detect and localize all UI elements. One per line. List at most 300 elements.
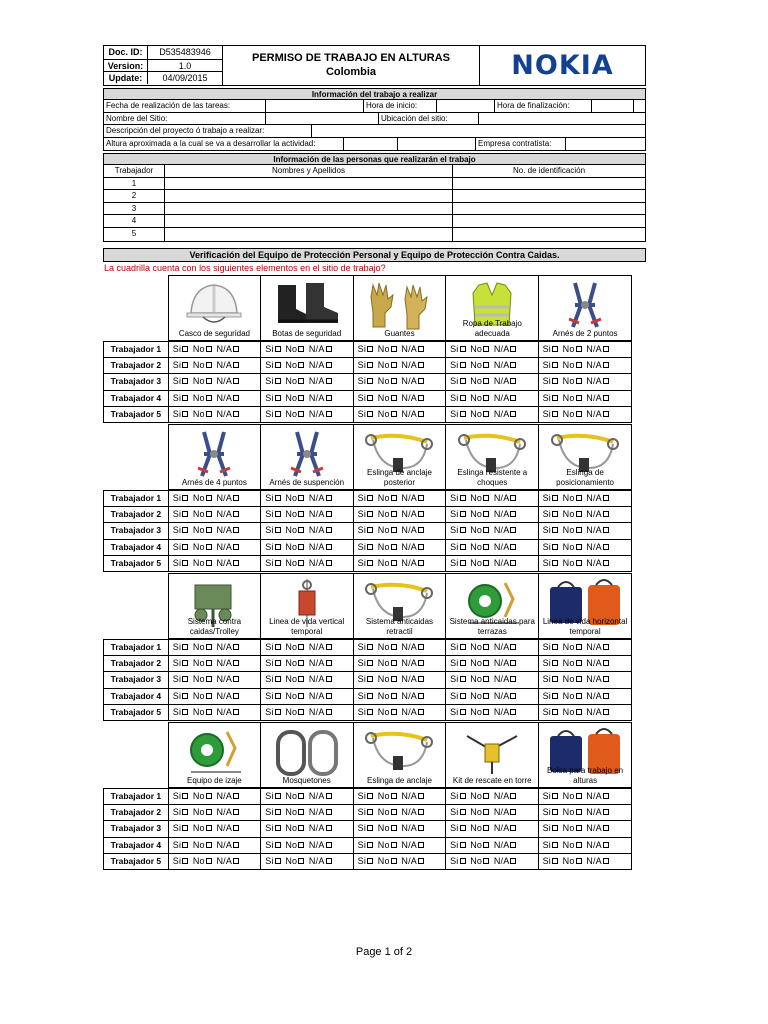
na-checkbox[interactable] (326, 858, 332, 864)
no-checkbox[interactable] (576, 676, 582, 682)
na-checkbox[interactable] (510, 793, 516, 799)
si-checkbox[interactable] (182, 544, 188, 550)
si-checkbox[interactable] (552, 560, 558, 566)
si-checkbox[interactable] (182, 346, 188, 352)
no-checkbox[interactable] (391, 709, 397, 715)
si-checkbox[interactable] (182, 660, 188, 666)
no-checkbox[interactable] (483, 395, 489, 401)
no-checkbox[interactable] (483, 709, 489, 715)
no-checkbox[interactable] (298, 676, 304, 682)
na-checkbox[interactable] (418, 709, 424, 715)
no-checkbox[interactable] (391, 346, 397, 352)
si-checkbox[interactable] (367, 676, 373, 682)
si-checkbox[interactable] (367, 346, 373, 352)
no-checkbox[interactable] (298, 378, 304, 384)
no-checkbox[interactable] (576, 793, 582, 799)
na-checkbox[interactable] (510, 709, 516, 715)
si-checkbox[interactable] (182, 511, 188, 517)
na-checkbox[interactable] (326, 544, 332, 550)
no-checkbox[interactable] (206, 395, 212, 401)
id-field[interactable] (453, 203, 645, 215)
na-checkbox[interactable] (418, 362, 424, 368)
no-checkbox[interactable] (483, 511, 489, 517)
na-checkbox[interactable] (418, 527, 424, 533)
no-checkbox[interactable] (576, 411, 582, 417)
no-checkbox[interactable] (206, 693, 212, 699)
no-checkbox[interactable] (298, 362, 304, 368)
no-checkbox[interactable] (483, 842, 489, 848)
na-checkbox[interactable] (233, 527, 239, 533)
na-checkbox[interactable] (233, 693, 239, 699)
si-checkbox[interactable] (552, 395, 558, 401)
si-checkbox[interactable] (460, 560, 466, 566)
site-location-field[interactable] (479, 113, 645, 125)
no-checkbox[interactable] (206, 858, 212, 864)
na-checkbox[interactable] (233, 395, 239, 401)
no-checkbox[interactable] (206, 411, 212, 417)
no-checkbox[interactable] (298, 346, 304, 352)
no-checkbox[interactable] (483, 825, 489, 831)
no-checkbox[interactable] (206, 527, 212, 533)
si-checkbox[interactable] (367, 709, 373, 715)
si-checkbox[interactable] (460, 527, 466, 533)
si-checkbox[interactable] (182, 495, 188, 501)
no-checkbox[interactable] (298, 858, 304, 864)
si-checkbox[interactable] (275, 560, 281, 566)
no-checkbox[interactable] (206, 676, 212, 682)
si-checkbox[interactable] (460, 644, 466, 650)
na-checkbox[interactable] (326, 411, 332, 417)
si-checkbox[interactable] (552, 495, 558, 501)
no-checkbox[interactable] (298, 560, 304, 566)
no-checkbox[interactable] (206, 825, 212, 831)
no-checkbox[interactable] (483, 560, 489, 566)
no-checkbox[interactable] (206, 544, 212, 550)
si-checkbox[interactable] (275, 660, 281, 666)
si-checkbox[interactable] (367, 858, 373, 864)
no-checkbox[interactable] (483, 793, 489, 799)
na-checkbox[interactable] (418, 660, 424, 666)
na-checkbox[interactable] (510, 809, 516, 815)
na-checkbox[interactable] (418, 495, 424, 501)
no-checkbox[interactable] (576, 709, 582, 715)
no-checkbox[interactable] (391, 858, 397, 864)
na-checkbox[interactable] (326, 676, 332, 682)
na-checkbox[interactable] (326, 362, 332, 368)
na-checkbox[interactable] (233, 560, 239, 566)
si-checkbox[interactable] (460, 495, 466, 501)
si-checkbox[interactable] (367, 842, 373, 848)
na-checkbox[interactable] (418, 793, 424, 799)
na-checkbox[interactable] (233, 346, 239, 352)
si-checkbox[interactable] (275, 346, 281, 352)
si-checkbox[interactable] (182, 644, 188, 650)
no-checkbox[interactable] (391, 676, 397, 682)
si-checkbox[interactable] (460, 858, 466, 864)
si-checkbox[interactable] (367, 660, 373, 666)
id-field[interactable] (453, 190, 645, 202)
no-checkbox[interactable] (576, 495, 582, 501)
no-checkbox[interactable] (391, 544, 397, 550)
na-checkbox[interactable] (233, 544, 239, 550)
no-checkbox[interactable] (206, 809, 212, 815)
no-checkbox[interactable] (298, 709, 304, 715)
no-checkbox[interactable] (576, 362, 582, 368)
no-checkbox[interactable] (206, 495, 212, 501)
no-checkbox[interactable] (391, 395, 397, 401)
no-checkbox[interactable] (483, 527, 489, 533)
na-checkbox[interactable] (603, 495, 609, 501)
na-checkbox[interactable] (510, 842, 516, 848)
si-checkbox[interactable] (460, 362, 466, 368)
no-checkbox[interactable] (298, 644, 304, 650)
si-checkbox[interactable] (275, 411, 281, 417)
no-checkbox[interactable] (298, 842, 304, 848)
na-checkbox[interactable] (326, 395, 332, 401)
no-checkbox[interactable] (298, 544, 304, 550)
no-checkbox[interactable] (391, 809, 397, 815)
na-checkbox[interactable] (233, 858, 239, 864)
si-checkbox[interactable] (460, 511, 466, 517)
site-name-field[interactable] (266, 113, 379, 125)
na-checkbox[interactable] (510, 660, 516, 666)
na-checkbox[interactable] (418, 378, 424, 384)
no-checkbox[interactable] (391, 842, 397, 848)
si-checkbox[interactable] (552, 362, 558, 368)
na-checkbox[interactable] (510, 378, 516, 384)
si-checkbox[interactable] (367, 560, 373, 566)
na-checkbox[interactable] (233, 495, 239, 501)
no-checkbox[interactable] (576, 378, 582, 384)
no-checkbox[interactable] (483, 693, 489, 699)
na-checkbox[interactable] (603, 644, 609, 650)
na-checkbox[interactable] (603, 560, 609, 566)
no-checkbox[interactable] (391, 378, 397, 384)
na-checkbox[interactable] (326, 709, 332, 715)
na-checkbox[interactable] (603, 395, 609, 401)
no-checkbox[interactable] (298, 395, 304, 401)
na-checkbox[interactable] (326, 693, 332, 699)
si-checkbox[interactable] (275, 793, 281, 799)
na-checkbox[interactable] (418, 693, 424, 699)
na-checkbox[interactable] (603, 709, 609, 715)
na-checkbox[interactable] (233, 511, 239, 517)
no-checkbox[interactable] (391, 693, 397, 699)
na-checkbox[interactable] (510, 693, 516, 699)
si-checkbox[interactable] (552, 660, 558, 666)
si-checkbox[interactable] (552, 825, 558, 831)
no-checkbox[interactable] (391, 527, 397, 533)
na-checkbox[interactable] (603, 411, 609, 417)
na-checkbox[interactable] (233, 660, 239, 666)
si-checkbox[interactable] (460, 809, 466, 815)
no-checkbox[interactable] (298, 809, 304, 815)
na-checkbox[interactable] (418, 395, 424, 401)
si-checkbox[interactable] (182, 693, 188, 699)
na-checkbox[interactable] (418, 544, 424, 550)
no-checkbox[interactable] (391, 495, 397, 501)
no-checkbox[interactable] (391, 660, 397, 666)
si-checkbox[interactable] (460, 793, 466, 799)
si-checkbox[interactable] (275, 825, 281, 831)
na-checkbox[interactable] (233, 644, 239, 650)
no-checkbox[interactable] (483, 676, 489, 682)
si-checkbox[interactable] (367, 411, 373, 417)
si-checkbox[interactable] (460, 825, 466, 831)
na-checkbox[interactable] (418, 346, 424, 352)
si-checkbox[interactable] (367, 378, 373, 384)
si-checkbox[interactable] (182, 411, 188, 417)
si-checkbox[interactable] (367, 495, 373, 501)
na-checkbox[interactable] (510, 511, 516, 517)
na-checkbox[interactable] (233, 809, 239, 815)
na-checkbox[interactable] (233, 676, 239, 682)
si-checkbox[interactable] (552, 544, 558, 550)
no-checkbox[interactable] (206, 660, 212, 666)
si-checkbox[interactable] (275, 378, 281, 384)
na-checkbox[interactable] (510, 560, 516, 566)
si-checkbox[interactable] (182, 825, 188, 831)
no-checkbox[interactable] (298, 527, 304, 533)
na-checkbox[interactable] (418, 560, 424, 566)
no-checkbox[interactable] (576, 693, 582, 699)
na-checkbox[interactable] (326, 511, 332, 517)
si-checkbox[interactable] (182, 793, 188, 799)
no-checkbox[interactable] (391, 825, 397, 831)
no-checkbox[interactable] (391, 362, 397, 368)
no-checkbox[interactable] (576, 511, 582, 517)
na-checkbox[interactable] (233, 411, 239, 417)
na-checkbox[interactable] (233, 709, 239, 715)
no-checkbox[interactable] (576, 858, 582, 864)
no-checkbox[interactable] (298, 411, 304, 417)
height-field[interactable] (344, 138, 398, 151)
si-checkbox[interactable] (275, 644, 281, 650)
si-checkbox[interactable] (275, 842, 281, 848)
id-field[interactable] (453, 228, 645, 241)
no-checkbox[interactable] (206, 362, 212, 368)
no-checkbox[interactable] (298, 793, 304, 799)
no-checkbox[interactable] (206, 793, 212, 799)
no-checkbox[interactable] (576, 825, 582, 831)
si-checkbox[interactable] (275, 809, 281, 815)
na-checkbox[interactable] (233, 362, 239, 368)
description-field[interactable] (312, 125, 645, 137)
no-checkbox[interactable] (206, 560, 212, 566)
si-checkbox[interactable] (552, 527, 558, 533)
end-time-field[interactable] (592, 100, 634, 112)
si-checkbox[interactable] (182, 676, 188, 682)
si-checkbox[interactable] (552, 411, 558, 417)
na-checkbox[interactable] (418, 411, 424, 417)
si-checkbox[interactable] (275, 395, 281, 401)
no-checkbox[interactable] (298, 660, 304, 666)
no-checkbox[interactable] (391, 511, 397, 517)
na-checkbox[interactable] (510, 346, 516, 352)
na-checkbox[interactable] (510, 411, 516, 417)
no-checkbox[interactable] (576, 346, 582, 352)
date-field[interactable] (266, 100, 364, 112)
si-checkbox[interactable] (552, 378, 558, 384)
na-checkbox[interactable] (603, 527, 609, 533)
no-checkbox[interactable] (483, 809, 489, 815)
no-checkbox[interactable] (483, 362, 489, 368)
na-checkbox[interactable] (510, 495, 516, 501)
na-checkbox[interactable] (326, 560, 332, 566)
no-checkbox[interactable] (483, 378, 489, 384)
no-checkbox[interactable] (576, 527, 582, 533)
na-checkbox[interactable] (603, 660, 609, 666)
no-checkbox[interactable] (206, 511, 212, 517)
si-checkbox[interactable] (552, 346, 558, 352)
si-checkbox[interactable] (275, 362, 281, 368)
na-checkbox[interactable] (603, 346, 609, 352)
na-checkbox[interactable] (326, 809, 332, 815)
si-checkbox[interactable] (460, 346, 466, 352)
si-checkbox[interactable] (552, 709, 558, 715)
na-checkbox[interactable] (510, 676, 516, 682)
na-checkbox[interactable] (233, 825, 239, 831)
na-checkbox[interactable] (603, 544, 609, 550)
na-checkbox[interactable] (510, 362, 516, 368)
no-checkbox[interactable] (576, 842, 582, 848)
name-field[interactable] (165, 203, 453, 215)
no-checkbox[interactable] (576, 560, 582, 566)
si-checkbox[interactable] (460, 709, 466, 715)
na-checkbox[interactable] (326, 346, 332, 352)
no-checkbox[interactable] (206, 709, 212, 715)
si-checkbox[interactable] (367, 809, 373, 815)
si-checkbox[interactable] (367, 793, 373, 799)
na-checkbox[interactable] (603, 825, 609, 831)
contractor-field[interactable] (566, 138, 645, 151)
si-checkbox[interactable] (460, 676, 466, 682)
si-checkbox[interactable] (460, 395, 466, 401)
na-checkbox[interactable] (233, 793, 239, 799)
si-checkbox[interactable] (460, 842, 466, 848)
no-checkbox[interactable] (391, 793, 397, 799)
na-checkbox[interactable] (418, 511, 424, 517)
no-checkbox[interactable] (298, 693, 304, 699)
si-checkbox[interactable] (275, 511, 281, 517)
si-checkbox[interactable] (552, 842, 558, 848)
si-checkbox[interactable] (275, 676, 281, 682)
si-checkbox[interactable] (275, 858, 281, 864)
si-checkbox[interactable] (182, 560, 188, 566)
no-checkbox[interactable] (483, 544, 489, 550)
no-checkbox[interactable] (576, 809, 582, 815)
si-checkbox[interactable] (367, 644, 373, 650)
si-checkbox[interactable] (552, 693, 558, 699)
si-checkbox[interactable] (275, 527, 281, 533)
na-checkbox[interactable] (603, 809, 609, 815)
name-field[interactable] (165, 215, 453, 227)
na-checkbox[interactable] (603, 793, 609, 799)
na-checkbox[interactable] (233, 842, 239, 848)
na-checkbox[interactable] (603, 842, 609, 848)
no-checkbox[interactable] (483, 660, 489, 666)
na-checkbox[interactable] (603, 378, 609, 384)
na-checkbox[interactable] (418, 842, 424, 848)
si-checkbox[interactable] (460, 693, 466, 699)
no-checkbox[interactable] (206, 378, 212, 384)
no-checkbox[interactable] (576, 395, 582, 401)
name-field[interactable] (165, 178, 453, 190)
na-checkbox[interactable] (233, 378, 239, 384)
si-checkbox[interactable] (182, 527, 188, 533)
na-checkbox[interactable] (603, 693, 609, 699)
si-checkbox[interactable] (182, 842, 188, 848)
na-checkbox[interactable] (418, 858, 424, 864)
si-checkbox[interactable] (275, 544, 281, 550)
na-checkbox[interactable] (603, 676, 609, 682)
si-checkbox[interactable] (367, 511, 373, 517)
name-field[interactable] (165, 228, 453, 241)
na-checkbox[interactable] (418, 809, 424, 815)
si-checkbox[interactable] (367, 544, 373, 550)
no-checkbox[interactable] (206, 346, 212, 352)
no-checkbox[interactable] (206, 842, 212, 848)
na-checkbox[interactable] (418, 644, 424, 650)
no-checkbox[interactable] (576, 544, 582, 550)
na-checkbox[interactable] (510, 527, 516, 533)
na-checkbox[interactable] (326, 378, 332, 384)
na-checkbox[interactable] (326, 793, 332, 799)
no-checkbox[interactable] (391, 560, 397, 566)
na-checkbox[interactable] (603, 511, 609, 517)
na-checkbox[interactable] (326, 644, 332, 650)
si-checkbox[interactable] (552, 809, 558, 815)
na-checkbox[interactable] (603, 858, 609, 864)
no-checkbox[interactable] (298, 495, 304, 501)
id-field[interactable] (453, 178, 645, 190)
si-checkbox[interactable] (460, 544, 466, 550)
na-checkbox[interactable] (326, 660, 332, 666)
si-checkbox[interactable] (460, 660, 466, 666)
si-checkbox[interactable] (182, 858, 188, 864)
si-checkbox[interactable] (182, 809, 188, 815)
no-checkbox[interactable] (298, 511, 304, 517)
no-checkbox[interactable] (391, 411, 397, 417)
na-checkbox[interactable] (418, 825, 424, 831)
na-checkbox[interactable] (326, 825, 332, 831)
no-checkbox[interactable] (483, 346, 489, 352)
si-checkbox[interactable] (182, 709, 188, 715)
na-checkbox[interactable] (603, 362, 609, 368)
start-time-field[interactable] (437, 100, 495, 112)
no-checkbox[interactable] (483, 495, 489, 501)
si-checkbox[interactable] (182, 362, 188, 368)
no-checkbox[interactable] (391, 644, 397, 650)
no-checkbox[interactable] (483, 858, 489, 864)
no-checkbox[interactable] (483, 411, 489, 417)
na-checkbox[interactable] (418, 676, 424, 682)
no-checkbox[interactable] (576, 660, 582, 666)
na-checkbox[interactable] (510, 395, 516, 401)
si-checkbox[interactable] (460, 411, 466, 417)
no-checkbox[interactable] (298, 825, 304, 831)
si-checkbox[interactable] (367, 825, 373, 831)
si-checkbox[interactable] (552, 858, 558, 864)
si-checkbox[interactable] (552, 676, 558, 682)
si-checkbox[interactable] (367, 362, 373, 368)
no-checkbox[interactable] (483, 644, 489, 650)
id-field[interactable] (453, 215, 645, 227)
na-checkbox[interactable] (510, 544, 516, 550)
si-checkbox[interactable] (275, 693, 281, 699)
na-checkbox[interactable] (510, 644, 516, 650)
si-checkbox[interactable] (275, 495, 281, 501)
